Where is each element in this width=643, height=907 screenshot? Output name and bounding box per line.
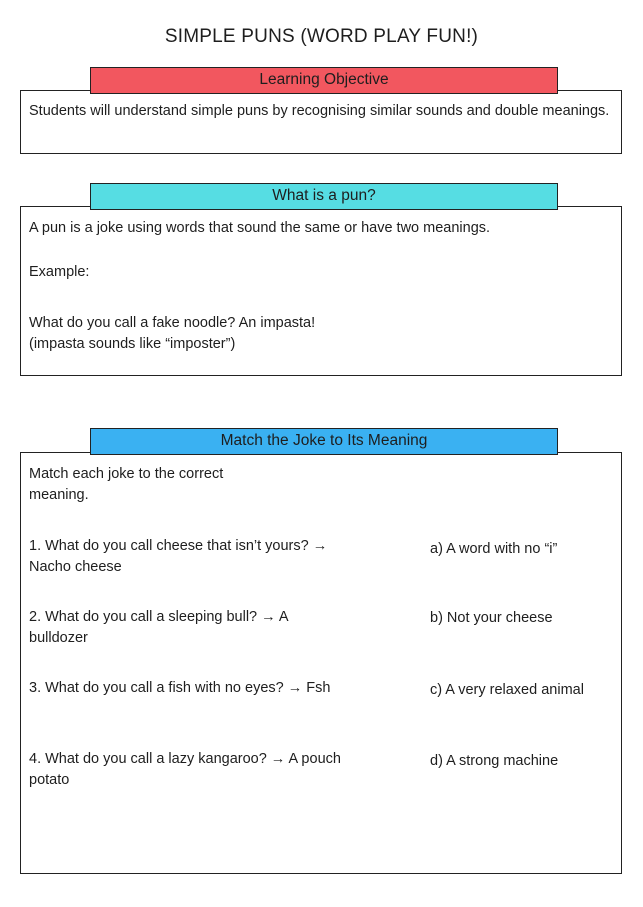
meaning-option: b) Not your cheese xyxy=(430,610,553,626)
joke-item: 4. What do you call a lazy kangaroo? → A pouch potato xyxy=(29,751,341,788)
joke-item: 2. What do you call a sleeping bull? → A bulldozer xyxy=(29,609,288,646)
meaning-option: a) A word with no “i” xyxy=(430,541,558,557)
pun-definition: A pun is a joke using words that sound the same or have two meanings. xyxy=(29,220,491,236)
objective-box xyxy=(20,90,622,154)
pun-example-label: Example: xyxy=(29,264,90,280)
match-heading: Match the Joke to Its Meaning xyxy=(90,428,558,455)
match-instruction: Match each joke to the correct meaning. xyxy=(29,466,224,503)
meaning-option: d) A strong machine xyxy=(430,753,559,769)
page-title: SIMPLE PUNS (WORD PLAY FUN!) xyxy=(164,26,479,47)
objective-heading: Learning Objective xyxy=(90,67,558,94)
pun-heading: What is a pun? xyxy=(90,183,558,210)
meaning-option: c) A very relaxed animal xyxy=(430,682,584,698)
match-box xyxy=(20,452,622,874)
joke-item: 1. What do you call cheese that isn’t yours? → Nacho cheese xyxy=(29,538,328,575)
pun-example-joke: What do you call a fake noodle? An impasta! xyxy=(29,315,316,331)
joke-item: 3. What do you call a fish with no eyes? → Fsh xyxy=(29,680,331,696)
pun-example-note: (impasta sounds like “imposter”) xyxy=(29,336,236,352)
objective-text: Students will understand simple puns by recognising similar sounds and double meanings. xyxy=(29,103,610,119)
